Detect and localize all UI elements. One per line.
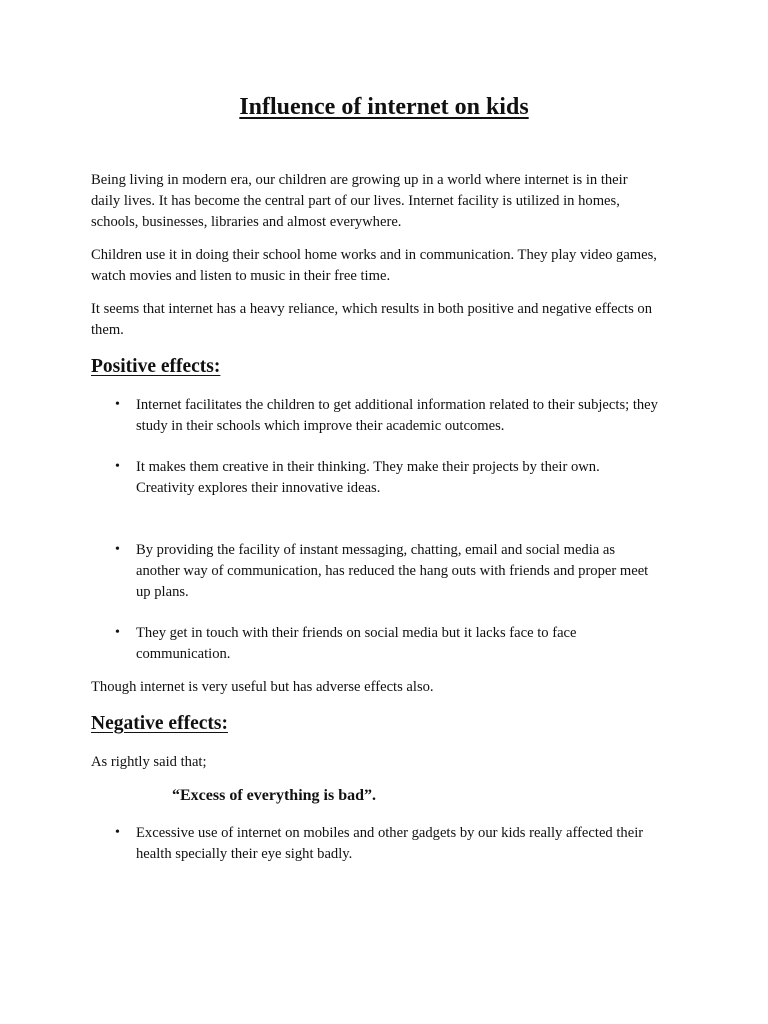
intro-p2-line: watch movies and listen to music in their free time. (91, 268, 391, 284)
positive-effects-heading: Positive effects: (91, 356, 221, 377)
title-text: Influence of internet on kids (239, 94, 529, 120)
bullet-icon: • (115, 625, 120, 640)
intro-p3-line: It seems that internet has a heavy reliance, which results in both positive and negative effects on (91, 301, 653, 317)
bullet-line: communication. (136, 646, 231, 662)
negative-effects-heading: Negative effects: (91, 713, 228, 734)
bullet-icon: • (115, 459, 120, 474)
quote: “Excess of everything is bad”. (172, 787, 376, 804)
bullet-line: It makes them creative in their thinking. They make their projects by their own. (136, 459, 600, 475)
bullet-line: They get in touch with their friends on social media but it lacks face to face (136, 625, 577, 641)
bullet-line: Internet facilitates the children to get additional information related to their subjects; they (136, 397, 658, 413)
bullet-line: up plans. (136, 584, 189, 600)
transition-text: Though internet is very useful but has adverse effects also. (91, 679, 434, 695)
intro-p1-line: daily lives. It has become the central part of our lives. Internet facility is utilized in homes, (91, 193, 620, 209)
bullet-line: another way of communication, has reduced the hang outs with friends and proper meet (136, 563, 649, 579)
bullet-line: By providing the facility of instant messaging, chatting, email and social media as (136, 542, 616, 558)
bullet-line: health specially their eye sight badly. (136, 846, 353, 862)
bullet-icon: • (115, 397, 120, 412)
bullet-line: Creativity explores their innovative ideas. (136, 480, 381, 496)
intro-p3-line: them. (91, 322, 124, 338)
bullet-icon: • (115, 825, 120, 840)
bullet-icon: • (115, 542, 120, 557)
bullet-line: Excessive use of internet on mobiles and other gadgets by our kids really affected their (136, 825, 644, 841)
document-title (0, 94, 768, 121)
intro-p1-line: schools, businesses, libraries and almost everywhere. (91, 214, 402, 230)
intro-p1-line: Being living in modern era, our children are growing up in a world where internet is in their (91, 172, 628, 188)
intro-p2-line: Children use it in doing their school home works and in communication. They play video games, (91, 247, 657, 263)
quote-intro: As rightly said that; (91, 754, 207, 770)
bullet-line: study in their schools which improve their academic outcomes. (136, 418, 505, 434)
